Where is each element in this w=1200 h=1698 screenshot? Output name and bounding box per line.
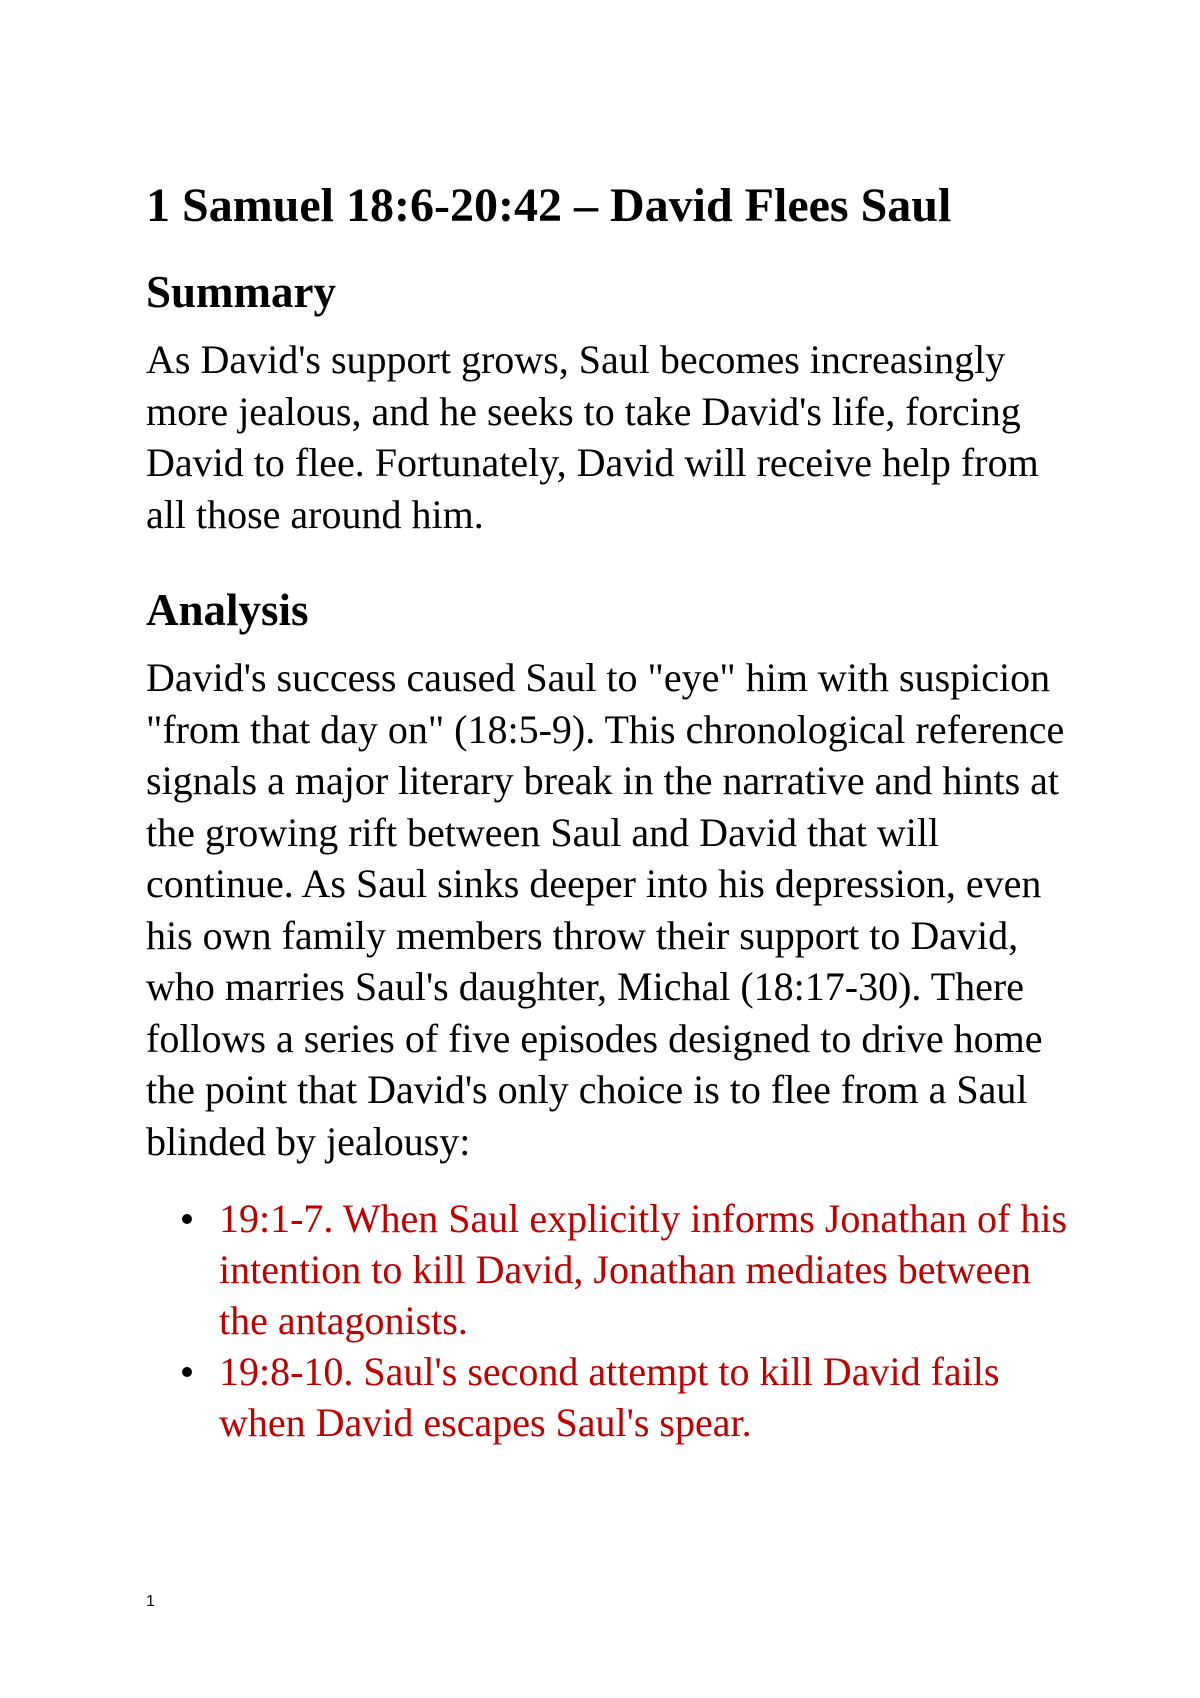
- episode-text: 19:8-10. Saul's second attempt to kill David fails when David escapes Saul's spear.: [219, 1349, 1000, 1445]
- analysis-heading: Analysis: [146, 585, 309, 635]
- list-item: [146, 1193, 1076, 1346]
- page-number: 1: [146, 1593, 155, 1610]
- bullet-icon: [182, 1367, 192, 1377]
- episode-text: 19:1-7. When Saul explicitly informs Jonathan of his intention to kill David, Jonathan mediates between the antagonists.: [219, 1196, 1068, 1343]
- list-item: [146, 1346, 1076, 1448]
- episode-list: [146, 1193, 1076, 1448]
- summary-paragraph: As David's support grows, Saul becomes increasingly more jealous, and he seeks to take David's life, forcing David to flee. Fortunately, David will receive help from all those around him.: [146, 337, 1039, 537]
- bullet-icon: [182, 1214, 192, 1224]
- page-content: [146, 178, 1076, 1448]
- document-title: 1 Samuel 18:6-20:42 – David Flees Saul: [146, 179, 952, 232]
- summary-heading: Summary: [146, 267, 336, 317]
- analysis-paragraph: David's success caused Saul to "eye" him with suspicion "from that day on" (18:5-9). This chronological reference signals a major literary break in the narrative and hints at the growing rift between Saul and David that will continue. As Saul sinks deeper into his depression, even his own family members throw their support to David, who marries Saul's daughter, Michal (18:17-30). There follows a series of five episodes designed to drive home the point that David's only choice is to flee from a Saul blinded by jealousy:: [146, 655, 1065, 1164]
